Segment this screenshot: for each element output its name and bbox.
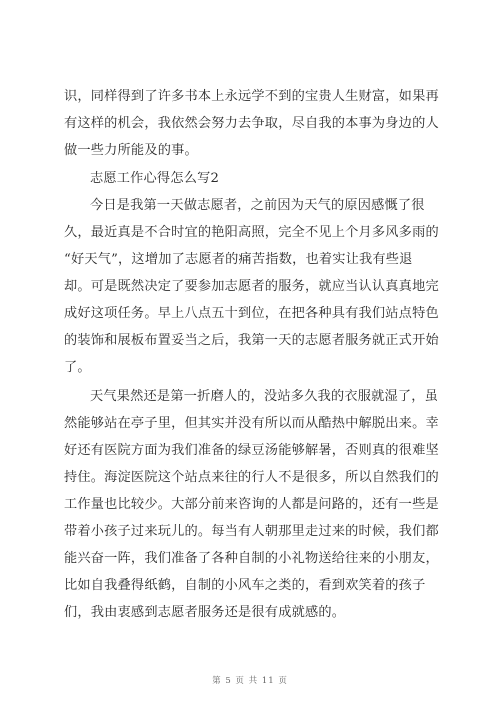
paragraph-line: 天气果然还是第一折磨人的，没站多久我的衣服就湿了，虽 [90, 389, 439, 404]
paragraph-line: 久，最近真是不合时宜的艳阳高照，完全不见上个月多风多雨的 [64, 225, 439, 240]
paragraph-line: 们，我由衷感到志愿者服务还是很有成就感的。 [64, 605, 346, 620]
paragraph-line: 了。 [64, 360, 91, 375]
paragraph-line: 能兴奋一阵，我们准备了各种自制的小礼物送给往来的小朋友， [64, 551, 439, 566]
paragraph-line: 识，同样得到了许多书本上永远学不到的宝贵人生财富，如果再 [64, 89, 439, 104]
paragraph-line: 持住。海淀医院这个站点来往的行人不是很多，所以自然我们的 [64, 470, 439, 485]
page-number-footer: 第 5 页 共 11 页 [212, 676, 288, 686]
paragraph-line: 做一些力所能及的事。 [64, 143, 198, 158]
paragraph-line: 成好这项任务。早上八点五十到位，在把各种具有我们站点特色 [64, 306, 439, 321]
paragraph-line: 比如自我叠得纸鹤，自制的小风车之类的，看到欢笑着的孩子 [64, 578, 426, 593]
paragraph-line: 今日是我第一天做志愿者，之前因为天气的原因感慨了很 [90, 198, 425, 213]
paragraph-line: “好天气”，这增加了志愿者的痛苦指数，也着实让我有些退 [64, 252, 413, 267]
paragraph-line: 然能够站在亭子里，但其实并没有所以而从酷热中解脱出来。幸 [64, 416, 439, 431]
paragraph-line: 却。可是既然决定了要参加志愿者的服务，就应当认认真真地完 [64, 279, 439, 294]
paragraph-line: 的装饰和展板布置妥当之后，我第一天的志愿者服务就正式开始 [64, 333, 439, 348]
paragraph-line: 有这样的机会，我依然会努力去争取，尽自我的本事为身边的人 [64, 116, 439, 131]
paragraph-line: 好还有医院方面为我们准备的绿豆汤能够解暑，否则真的很难坚 [64, 443, 439, 458]
section-heading: 志愿工作心得怎么写2 [90, 171, 220, 186]
paragraph-line: 带着小孩子过来玩儿的。每当有人朝那里走过来的时候，我们都 [64, 524, 439, 539]
paragraph-line: 工作量也比较少。大部分前来咨询的人都是问路的，还有一些是 [64, 497, 439, 512]
